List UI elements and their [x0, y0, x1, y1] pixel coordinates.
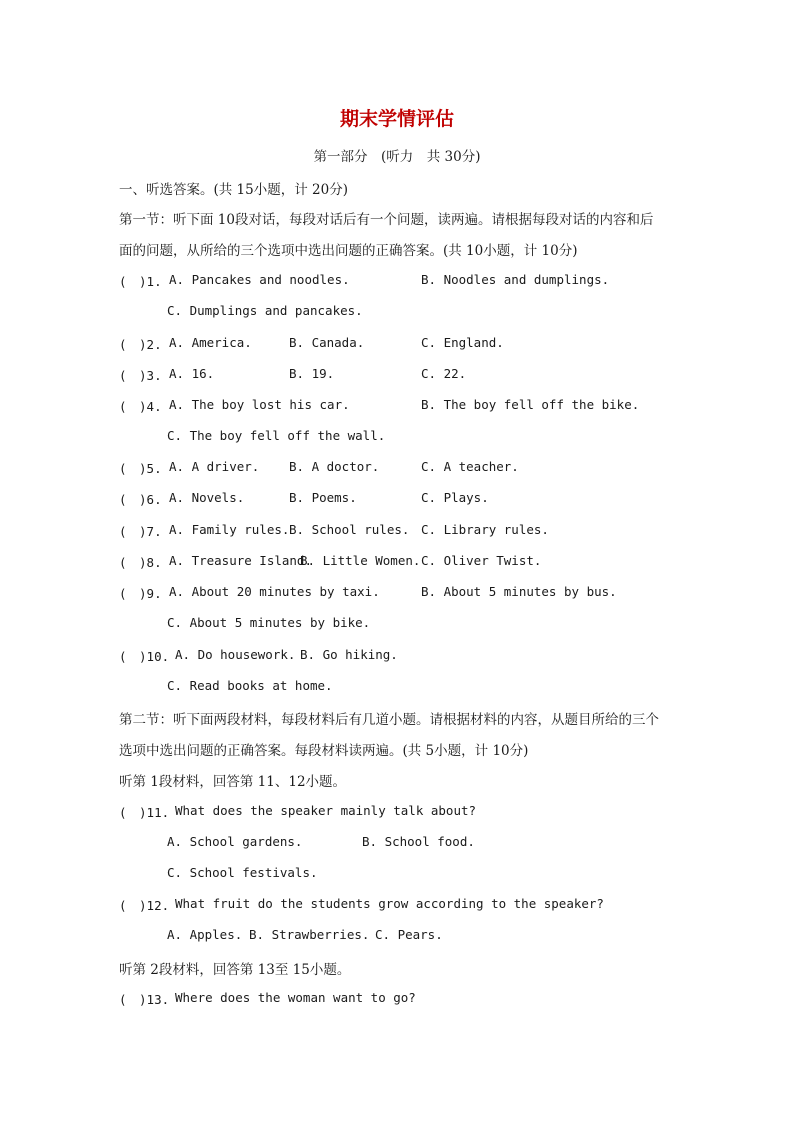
option-c: C. Plays.	[421, 490, 489, 505]
part2-intro-line2: 选项中选出问题的正确答案。每段材料读两遍。(共 5小题，计 10分)	[119, 743, 529, 759]
option-c: C. Library rules.	[421, 522, 549, 537]
question-number: ( )13.	[119, 992, 170, 1007]
option-b: B. Go hiking.	[300, 647, 398, 662]
question-number: ( )1.	[119, 274, 162, 289]
option-b: B. Little Women.	[300, 553, 421, 568]
option-b: B. Canada.	[289, 335, 365, 350]
option-c: C. Pears.	[375, 927, 443, 942]
option-a: A. Do housework.	[175, 647, 296, 662]
question-stem: Where does the woman want to go?	[175, 990, 416, 1005]
option-c: C. 22.	[421, 366, 467, 381]
question-number: ( )9.	[119, 586, 162, 601]
question-10-option-c: C. Read books at home.	[167, 678, 333, 693]
option-b: B. The boy fell off the bike.	[421, 397, 640, 412]
question-number: ( )5.	[119, 461, 162, 476]
part1-intro-line2: 面的问题，从所给的三个选项中选出问题的正确答案。(共 10小题，计 10分)	[119, 243, 578, 259]
option-b: B. Poems.	[289, 490, 357, 505]
question-number: ( )7.	[119, 524, 162, 539]
option-a: A. Family rules.	[169, 522, 290, 537]
option-a: A. The boy lost his car.	[169, 397, 350, 412]
question-9-option-c: C. About 5 minutes by bike.	[167, 615, 371, 630]
option-a: A. Apples.	[167, 927, 243, 942]
page-subtitle: 第一部分 (听力 共 30分)	[313, 149, 481, 165]
option-b: B. About 5 minutes by bus.	[421, 584, 617, 599]
option-a: A. School gardens.	[167, 834, 303, 849]
part2-intro-line1: 第二节：听下面两段材料，每段材料后有几道小题。请根据材料的内容，从题目所给的三个	[119, 712, 659, 728]
option-a: A. Novels.	[169, 490, 245, 505]
question-11-option-c: C. School festivals.	[167, 865, 318, 880]
option-b: B. School rules.	[289, 522, 410, 537]
question-number: ( )3.	[119, 368, 162, 383]
option-b: B. School food.	[362, 834, 475, 849]
option-c: C. Oliver Twist.	[421, 553, 542, 568]
option-b: B. Strawberries.	[249, 927, 370, 942]
question-4-option-c: C. The boy fell off the wall.	[167, 428, 386, 443]
question-stem: What does the speaker mainly talk about?	[175, 803, 477, 818]
option-c: C. England.	[421, 335, 504, 350]
question-number: ( )4.	[119, 399, 162, 414]
question-number: ( )12.	[119, 898, 170, 913]
question-number: ( )10.	[119, 649, 170, 664]
question-number: ( )6.	[119, 492, 162, 507]
option-b: B. Noodles and dumplings.	[421, 272, 610, 287]
page-title: 期末学情评估	[339, 108, 454, 130]
material-2-instruction: 听第 2段材料，回答第 13至 15小题。	[119, 962, 351, 978]
question-number: ( )2.	[119, 337, 162, 352]
question-number: ( )11.	[119, 805, 170, 820]
question-1-option-c: C. Dumplings and pancakes.	[167, 303, 363, 318]
option-a: A. Treasure Island.	[169, 553, 312, 568]
question-number: ( )8.	[119, 555, 162, 570]
option-a: A. 16.	[169, 366, 215, 381]
option-a: A. About 20 minutes by taxi.	[169, 584, 380, 599]
option-b: B. A doctor.	[289, 459, 380, 474]
question-stem: What fruit do the students grow according to the speaker?	[175, 896, 604, 911]
section1-heading: 一、听选答案。(共 15小题，计 20分)	[119, 182, 348, 198]
part1-intro-line1: 第一节：听下面 10段对话，每段对话后有一个问题，读两遍。请根据每段对话的内容和后	[119, 212, 654, 228]
option-a: A. Pancakes and noodles.	[169, 272, 350, 287]
option-b: B. 19.	[289, 366, 335, 381]
material-1-instruction: 听第 1段材料，回答第 11、12小题。	[119, 774, 347, 790]
option-c: C. A teacher.	[421, 459, 519, 474]
option-a: A. America.	[169, 335, 252, 350]
option-a: A. A driver.	[169, 459, 260, 474]
